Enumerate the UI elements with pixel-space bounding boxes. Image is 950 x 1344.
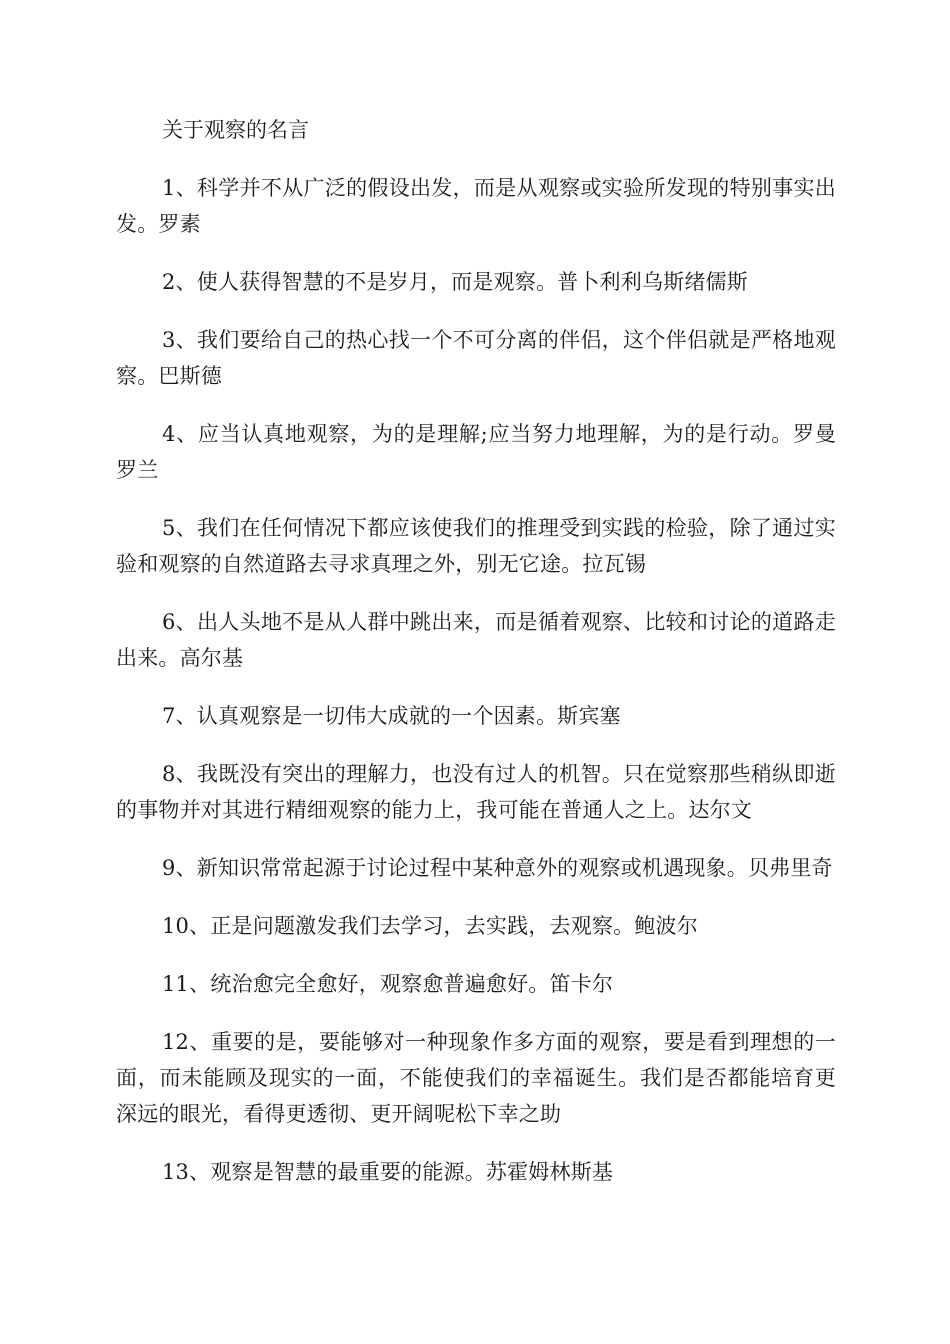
quote-paragraph-3: 3、我们要给自己的热心找一个不可分离的伴侣，这个伴侣就是严格地观察。巴斯德 bbox=[116, 328, 836, 388]
quote-paragraph-5: 5、我们在任何情况下都应该使我们的推理受到实践的检验，除了通过实验和观察的自然道路去寻求真理之外，别无它途。拉瓦锡 bbox=[116, 516, 836, 576]
quote-paragraph-4: 4、应当认真地观察，为的是理解;应当努力地理解，为的是行动。罗曼罗兰 bbox=[116, 422, 836, 482]
quote-paragraph-11: 11、统治愈完全愈好，观察愈普遍愈好。笛卡尔 bbox=[162, 972, 614, 996]
document-title: 关于观察的名言 bbox=[162, 118, 309, 142]
quote-paragraph-10: 10、正是问题激发我们去学习，去实践，去观察。鲍波尔 bbox=[162, 914, 698, 938]
quote-paragraph-8: 8、我既没有突出的理解力，也没有过人的机智。只在觉察那些稍纵即逝的事物并对其进行精细观察的能力上，我可能在普通人之上。达尔文 bbox=[116, 762, 836, 822]
quote-paragraph-9: 9、新知识常常起源于讨论过程中某种意外的观察或机遇现象。贝弗里奇 bbox=[162, 856, 833, 880]
quote-paragraph-12: 12、重要的是，要能够对一种现象作多方面的观察，要是看到理想的一面，而未能顾及现实的一面，不能使我们的幸福诞生。我们是否都能培育更深远的眼光，看得更透彻、更开阔呢松下幸之助 bbox=[116, 1030, 836, 1126]
quote-paragraph-2: 2、使人获得智慧的不是岁月，而是观察。普卜利利乌斯绪儒斯 bbox=[162, 270, 748, 294]
quote-paragraph-7: 7、认真观察是一切伟大成就的一个因素。斯宾塞 bbox=[162, 704, 621, 728]
quote-paragraph-1: 1、科学并不从广泛的假设出发，而是从观察或实验所发现的特别事实出发。罗素 bbox=[116, 176, 836, 236]
quote-paragraph-6: 6、出人头地不是从人群中跳出来，而是循着观察、比较和讨论的道路走出来。高尔基 bbox=[116, 610, 836, 670]
quote-paragraph-13: 13、观察是智慧的最重要的能源。苏霍姆林斯基 bbox=[162, 1160, 614, 1184]
document-page bbox=[116, 112, 836, 1212]
